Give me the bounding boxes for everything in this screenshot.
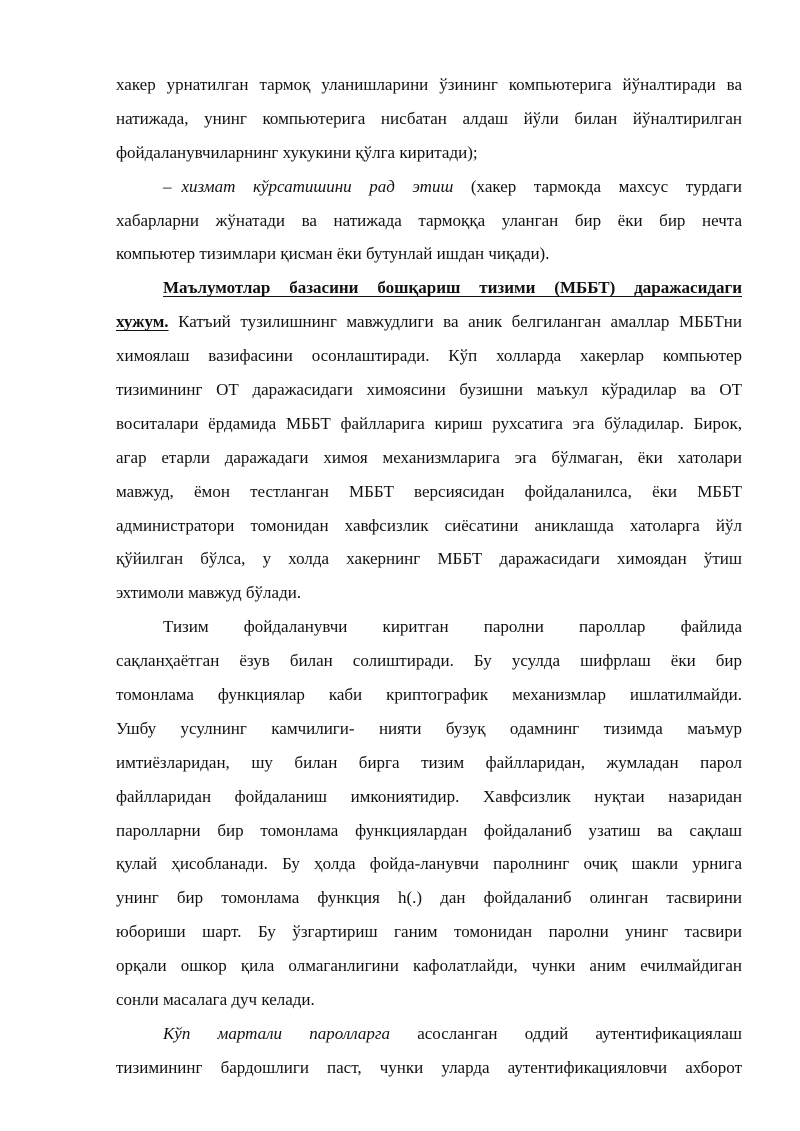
paragraph-line: эхтимоли мавжуд бўлади. [116, 583, 302, 603]
section-heading-line [116, 271, 742, 305]
paragraph-line [116, 305, 742, 339]
paragraph-line: агар етарли даражадаги химоя механизмларига эга бўлмаган, ёки хатолари [116, 447, 742, 467]
paragraph-line: тизимининг ОТ даражасидаги химоясини бузишни маъкул кўрадилар ва ОТ [116, 380, 742, 400]
paragraph-line: хабарларни жўнатади ва натижада тармоққа уланган бир ёки бир нечта [116, 210, 742, 230]
bullet-text: (хакер тармокда махсус турдаги [453, 176, 742, 196]
paragraph-text: Катъий тузилишнинг мавжудлиги ва аник белгиланган амаллар МББТни [168, 312, 742, 332]
paragraph-line: юбориши шарт. Бу ўзгартириш ганим томонидан паролни унинг тасвири [116, 922, 742, 942]
paragraph-text: асосланган оддий аутентификациялаш [390, 1023, 742, 1043]
paragraph-line: фойдаланувчиларнинг хукукини қўлга киритади); [116, 142, 478, 162]
section-heading-end: хужум. [116, 312, 169, 332]
paragraph-line: орқали ошкор қила олмаганлигини кафолатлайди, чунки аним ечилмайдиган [116, 956, 742, 976]
paragraph-line: компьютер тизимлари қисман ёки бутунлай ишдан чиқади). [116, 244, 550, 264]
paragraph-line: администратори томонидан хавфсизлик сиёсатини аниклашда хатоларга йўл [116, 515, 742, 535]
paragraph-line [116, 1017, 742, 1051]
bullet-item-line [116, 170, 742, 204]
paragraph-line: Ушбу усулнинг камчилиги- нияти бузуқ одамнинг тизимда маъмур [116, 718, 742, 738]
paragraph-line: файлларидан фойдаланиш имкониятидир. Хавфсизлик нуқтаи назаридан [116, 786, 742, 806]
bullet-dash: – [163, 176, 172, 196]
paragraph-line: Тизим фойдаланувчи киритган паролни пароллар файлида [163, 617, 742, 637]
paragraph-line: томонлама функциялар каби криптографик механизмлар ишлатилмайди. [116, 685, 742, 705]
paragraph-line: химоялаш вазифасини осонлаштиради. Кўп холларда хакерлар компьютер [116, 346, 742, 366]
paragraph-line: воситалари ёрдамида МББТ файлларига кириш рухсатига эга бўладилар. Бирок, [116, 413, 742, 433]
term-italic: хизмат кўрсатишини рад этиш [181, 176, 454, 196]
paragraph-line: хакер урнатилган тармоқ уланишларини ўзининг компьютерига йўналтиради ва [116, 75, 742, 94]
paragraph-line: қўйилган бўлса, у холда хакернинг МББТ даражасидаги химоядан ўтиш [116, 549, 742, 569]
paragraph-line: имтиёзларидан, шу билан бирга тизим файлларидан, жумладан парол [116, 752, 742, 772]
section-heading: Маълумотлар базасини бошқариш тизими (МББТ) даражасидаги [163, 278, 742, 298]
paragraph-line: мавжуд, ёмон тестланган МББТ версиясидан фойдаланилса, ёки МББТ [116, 481, 742, 501]
paragraph-line: паролларни бир томонлама функциялардан фойдаланиб узатиш ва сақлаш [116, 820, 742, 840]
paragraph-line: унинг бир томонлама функция h(.) дан фойдаланиб олинган тасвирини [116, 888, 742, 908]
paragraph-line: тизимининг бардошлиги паст, чунки уларда аутентификацияловчи ахборот [116, 1057, 742, 1077]
paragraph-line: натижада, унинг компьютерига нисбатан алдаш йўли билан йўналтирилган [116, 108, 742, 128]
paragraph-line: сақланҳаётган ёзув билан солиштиради. Бу усулда шифрлаш ёки бир [116, 651, 742, 671]
document-page [116, 68, 742, 1085]
term-italic: Кўп мартали паролларга [163, 1023, 390, 1043]
paragraph-line: сонли масалага дуч келади. [116, 990, 315, 1010]
paragraph-line: қулай ҳисобланади. Бу ҳолда фойда-ланувчи паролнинг очиқ шакли урнига [116, 854, 742, 874]
